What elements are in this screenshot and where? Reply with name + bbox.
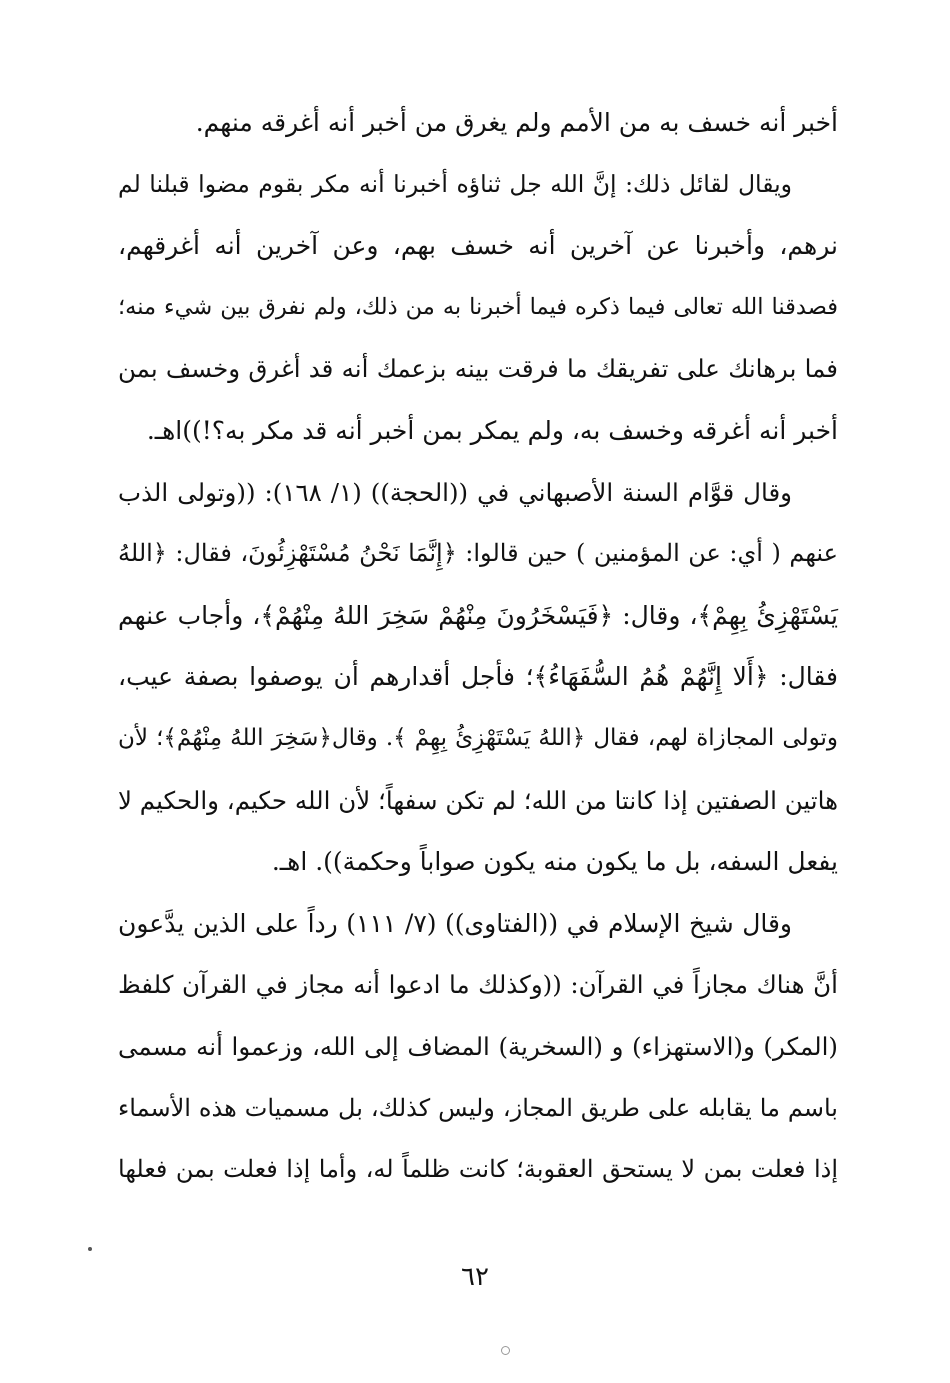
text-line: نرهم، وأخبرنا عن آخرين أنه خسف بهم، وعن آخرين أنه أغرقهم، bbox=[118, 231, 838, 261]
text-line: فصدقنا الله تعالى فيما ذكره فيما أخبرنا به من ذلك، ولم نفرق بين شيء منه؛ bbox=[118, 293, 838, 320]
text-line: (المكر) و(الاستهزاء) و (السخرية) المضاف إلى الله، وزعموا أنه مسمى bbox=[118, 1031, 838, 1061]
text-line: وتولى المجازاة لهم، فقال ﴿اللهُ يَسْتَهْزِئُ بِهِمْ ﴾. وقال﴿سَخِرَ اللهُ مِنْهُمْ﴾؛ لأن bbox=[118, 724, 838, 751]
text-line: فقال: ﴿أَلا إِنَّهُمْ هُمُ السُّفَهَاءُ﴾؛ فأجل أقدارهم أن يوصفوا بصفة عيب، bbox=[118, 662, 838, 692]
text-line: أخبر أنه خسف به من الأمم ولم يغرق من أخبر أنه أغرقه منهم. bbox=[195, 108, 838, 137]
text-line: هاتين الصفتين إذا كانتا من الله؛ لم تكن سفهاً؛ لأن الله حكيم، والحكيم لا bbox=[118, 785, 838, 815]
text-line: أنَّ هناك مجازاً في القرآن: ((وكذلك ما ادعوا أنه مجاز في القرآن كلفظ bbox=[118, 970, 838, 1000]
text-line: أخبر أنه أغرقه وخسف به، ولم يمكر بمن أخبر أنه قد مكر به؟!))اهـ. bbox=[146, 415, 838, 445]
text-line: ويقال لقائل ذلك: إنَّ الله جل ثناؤه أخبرنا أنه مكر بقوم مضوا قبلنا لم bbox=[118, 169, 792, 198]
text-line: إذا فعلت بمن لا يستحق العقوبة؛ كانت ظلماً له، وأما إذا فعلت بمن فعلها bbox=[118, 1155, 838, 1184]
text-line: وقال قوَّام السنة الأصبهاني في ((الحجة)) (١/ ١٦٨): ((وتولى الذب bbox=[118, 477, 792, 507]
page-body bbox=[118, 92, 838, 1201]
text-line: فما برهانك على تفريقك ما فرقت بينه بزعمك أنه قد أغرق وخسف بمن bbox=[118, 354, 838, 384]
scan-speck bbox=[88, 1247, 92, 1251]
scan-speck bbox=[501, 1346, 510, 1355]
text-line: عنهم ( أي: عن المؤمنين ) حين قالوا: ﴿إِنَّمَا نَحْنُ مُسْتَهْزِئُونَ، فقال: ﴿اللهُ bbox=[118, 539, 838, 568]
page-number: ٦٢ bbox=[461, 1262, 489, 1292]
text-line: باسم ما يقابله على طريق المجاز، وليس كذلك، بل مسميات هذه الأسماء bbox=[118, 1093, 838, 1122]
text-line: يَسْتَهْزِئُ بِهِمْ﴾، وقال: ﴿فَيَسْخَرُونَ مِنْهُمْ سَخِرَ اللهُ مِنْهُمْ﴾، وأجاب عنهم bbox=[118, 600, 838, 630]
text-line: يفعل السفه، بل ما يكون منه يكون صواباً وحكمة)). اهـ. bbox=[271, 847, 838, 877]
text-line: وقال شيخ الإسلام في ((الفتاوى)) (٧/ ١١١) رداً على الذين يدَّعون bbox=[118, 908, 792, 938]
